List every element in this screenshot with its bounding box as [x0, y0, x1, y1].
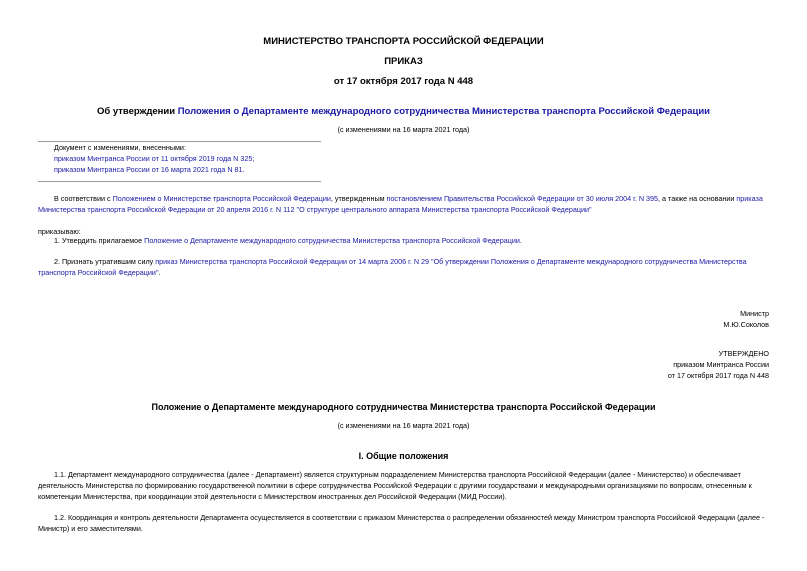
paragraph-1-1-line-3: компетенции Министерства, при координации этой деятельности с Министерством иностранных дел Российской Федерации (МИД России).	[38, 492, 507, 501]
preamble-link-ministry-regulation[interactable]: Положением о Министерстве транспорта Российской Федерации	[112, 194, 331, 203]
preamble-text-3: , а также на основании	[658, 194, 737, 203]
order-word: приказываю:	[38, 227, 81, 236]
preamble-link-order-b[interactable]: Министерства транспорта Российской Федерации от 20 апреля 2016 г. N 112 "О структуре центрального аппарата Министерства транспорта Российской Федерации"	[38, 205, 592, 214]
item-2-link-a[interactable]: приказ Министерства транспорта Российской Федерации от 14 марта 2006 г. N 29 "Об утверждении Положения о Департаменте международного сотрудничества Министерства	[155, 257, 747, 266]
regulation-title: Положение о Департаменте международного сотрудничества Министерства транспорта Российской Федерации	[151, 402, 656, 412]
approval-line-2: приказом Минтранса России	[673, 360, 769, 369]
preamble-text-2: , утвержденным	[330, 194, 387, 203]
document-title	[0, 106, 807, 117]
preamble-link-government-decree[interactable]: постановлением Правительства Российской Федерации от 30 июля 2004 г. N 395	[386, 194, 658, 203]
section-1-heading: I. Общие положения	[358, 451, 449, 461]
paragraph-1-2-line-1: 1.2. Координация и контроль деятельности Департамента осуществляется в соответствии с приказом Министерства о распределении обязанностей между Министром транспорта Российской Федерации (далее -	[54, 513, 765, 522]
ministry-heading: МИНИСТЕРСТВО ТРАНСПОРТА РОССИЙСКОЙ ФЕДЕРАЦИИ	[263, 36, 544, 47]
signature-name: М.Ю.Соколов	[723, 320, 769, 329]
item-1-link[interactable]: Положение о Департаменте международного сотрудничества Министерства транспорта Российской Федерации	[144, 236, 520, 245]
approval-line-3: от 17 октября 2017 года N 448	[667, 371, 769, 380]
doc-type-heading: ПРИКАЗ	[384, 56, 423, 67]
item-2-text: 2. Признать утратившим силу	[54, 257, 156, 266]
doc-date-heading: от 17 октября 2017 года N 448	[333, 76, 474, 87]
item-1-text: 1. Утвердить прилагаемое	[54, 236, 145, 245]
amendments-top-rule	[38, 141, 321, 142]
paragraph-1-1-line-2: деятельность Министерства по формированию государственной политики в сфере сотрудничества Российской Федерации с другими государствами и международными организациями по вопросам, отнесенным к	[38, 481, 752, 490]
approval-line-1: УТВЕРЖДЕНО	[718, 349, 769, 358]
signature-role: Министр	[740, 309, 769, 318]
item-1-end: .	[519, 236, 522, 245]
regulation-changes-note: (с изменениями на 16 марта 2021 года)	[337, 421, 470, 430]
preamble-line-1	[54, 194, 763, 205]
paragraph-1-1-line-1: 1.1. Департамент международного сотрудничества (далее - Департамент) является структурным подразделением Министерства транспорта Российской Федерации (далее - Министерство) и обеспечивает	[54, 470, 741, 479]
item-2-link-b[interactable]: транспорта Российской Федерации"	[38, 268, 159, 277]
amendments-bottom-rule	[38, 181, 321, 182]
preamble-text-1: В соответствии с	[54, 194, 113, 203]
amendment-link-1[interactable]: приказом Минтранса России от 11 октября 2019 года N 325;	[54, 154, 255, 163]
item-2-continued	[38, 268, 161, 279]
title-prefix: Об утверждении	[96, 106, 178, 117]
changes-note: (с изменениями на 16 марта 2021 года)	[337, 125, 470, 134]
item-2-end: .	[158, 268, 161, 277]
preamble-link-order-a[interactable]: приказа	[736, 194, 763, 203]
item-2	[54, 257, 747, 268]
title-link[interactable]: Положения о Департаменте международного сотрудничества Министерства транспорта Российской Федерации	[177, 106, 711, 117]
amendment-link-2[interactable]: приказом Минтранса России от 16 марта 2021 года N 81.	[54, 165, 245, 174]
item-1	[54, 236, 522, 247]
paragraph-1-2-line-2: Министр) и его заместителями.	[38, 524, 143, 533]
amendments-label: Документ с изменениями, внесенными:	[54, 143, 186, 152]
